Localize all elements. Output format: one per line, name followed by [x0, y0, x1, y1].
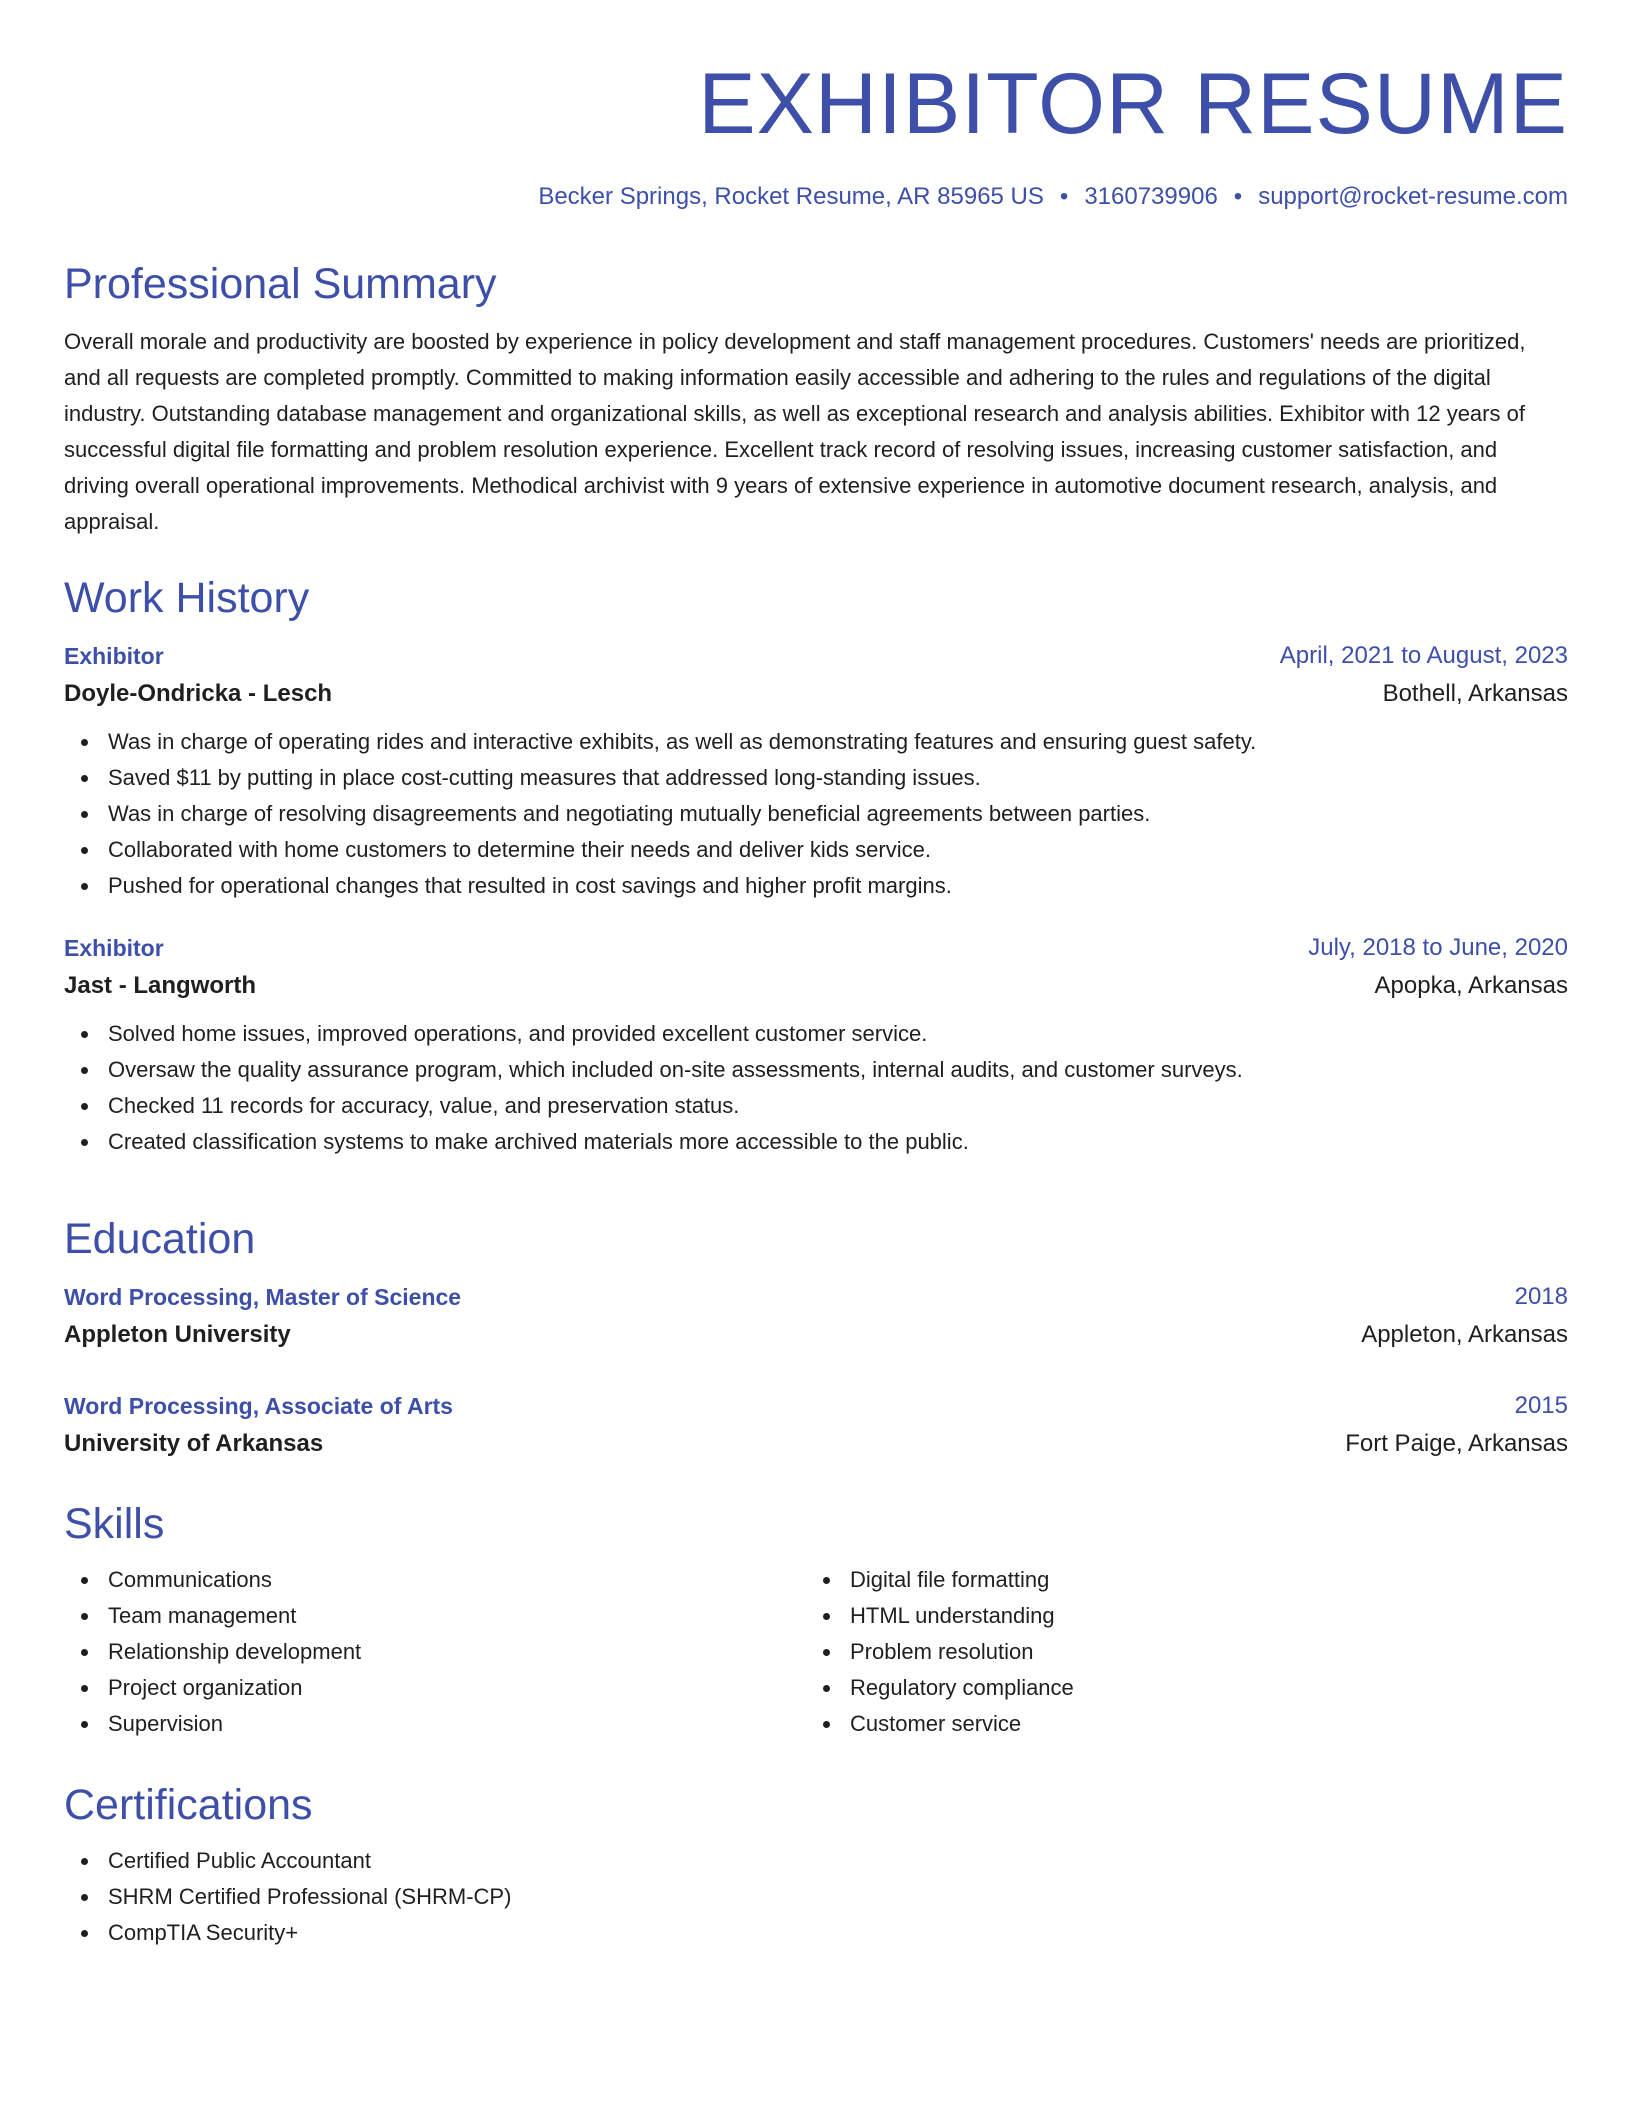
job-entry [64, 638, 1568, 904]
education-entry [64, 1279, 1568, 1355]
list-item: Was in charge of operating rides and interactive exhibits, as well as demonstrating features and ensuring guest safety. [108, 724, 1568, 760]
education-heading: Education [64, 1215, 256, 1263]
list-item: Was in charge of resolving disagreements and negotiating mutually beneficial agreements between parties. [108, 796, 1568, 832]
list-item: Customer service [850, 1706, 1074, 1742]
summary-text: Overall morale and productivity are boosted by experience in policy development and staff management procedures. Customers' needs are prioritized, and all requests are completed promptly. Committed to making information easily accessible and adhering to the rules and regulations of the digital industry. Outstanding database management and organizational skills, as well as exceptional research and analysis abilities. Exhibitor with 12 years of successful digital file formatting and problem resolution experience. Excellent track record of resolving issues, increasing customer satisfaction, and driving overall operational improvements. Methodical archivist with 9 years of extensive experience in automotive document research, analysis, and appraisal. [64, 329, 1526, 534]
contact-separator: • [1059, 183, 1069, 210]
skills-section [64, 1498, 1568, 1752]
degree-year: 2015 [1514, 1392, 1568, 1419]
skills-column-right [806, 1562, 1074, 1742]
contact-separator: • [1233, 183, 1243, 210]
education-entry [64, 1388, 1568, 1464]
list-item: Created classification systems to make archived materials more accessible to the public. [108, 1124, 1568, 1160]
school-name: Appleton University [64, 1321, 291, 1348]
job-title: Exhibitor [64, 643, 164, 669]
job-location: Apopka, Arkansas [1374, 972, 1568, 999]
job-location: Bothell, Arkansas [1382, 680, 1568, 707]
list-item: SHRM Certified Professional (SHRM-CP) [108, 1879, 1568, 1915]
list-item: Communications [108, 1562, 361, 1598]
list-item: HTML understanding [850, 1598, 1074, 1634]
degree-title: Word Processing, Master of Science [64, 1284, 462, 1310]
school-location: Fort Paige, Arkansas [1345, 1430, 1568, 1457]
skills-columns [64, 1562, 1568, 1752]
list-item: Oversaw the quality assurance program, which included on-site assessments, internal audits, and customer surveys. [108, 1052, 1568, 1088]
job-entry [64, 930, 1568, 1160]
certifications-list [64, 1843, 1568, 1951]
list-item: Solved home issues, improved operations, and provided excellent customer service. [108, 1016, 1568, 1052]
job-dates: April, 2021 to August, 2023 [1279, 642, 1568, 669]
work-history-section [64, 572, 1568, 1160]
list-item: Regulatory compliance [850, 1670, 1074, 1706]
skills-column-left [64, 1562, 361, 1742]
job-bullets [64, 724, 1568, 904]
contact-line [538, 182, 1568, 212]
degree-year: 2018 [1514, 1283, 1568, 1310]
certifications-section [64, 1779, 1568, 1951]
summary-heading: Professional Summary [64, 260, 497, 308]
summary-section [64, 258, 1568, 540]
skills-list [806, 1562, 1074, 1742]
job-company: Doyle-Ondricka - Lesch [64, 680, 333, 707]
list-item: Saved $11 by putting in place cost-cutting measures that addressed long-standing issues. [108, 760, 1568, 796]
job-title: Exhibitor [64, 935, 164, 961]
contact-phone[interactable]: 3160739906 [1084, 183, 1218, 210]
list-item: Relationship development [108, 1634, 361, 1670]
list-item: Problem resolution [850, 1634, 1074, 1670]
job-bullets [64, 1016, 1568, 1160]
degree-title: Word Processing, Associate of Arts [64, 1393, 453, 1419]
list-item: Team management [108, 1598, 361, 1634]
list-item: CompTIA Security+ [108, 1915, 1568, 1951]
contact-email[interactable]: support@rocket-resume.com [1258, 183, 1568, 210]
work-history-heading: Work History [64, 574, 310, 622]
list-item: Project organization [108, 1670, 361, 1706]
list-item: Supervision [108, 1706, 361, 1742]
school-name: University of Arkansas [64, 1430, 324, 1457]
list-item: Digital file formatting [850, 1562, 1074, 1598]
list-item: Collaborated with home customers to determine their needs and deliver kids service. [108, 832, 1568, 868]
list-item: Checked 11 records for accuracy, value, and preservation status. [108, 1088, 1568, 1124]
certifications-heading: Certifications [64, 1781, 313, 1829]
job-company: Jast - Langworth [64, 972, 257, 999]
skills-list [64, 1562, 361, 1742]
list-item: Certified Public Accountant [108, 1843, 1568, 1879]
education-section [64, 1213, 1568, 1464]
contact-address: Becker Springs, Rocket Resume, AR 85965 US [538, 183, 1044, 210]
job-dates: July, 2018 to June, 2020 [1308, 934, 1568, 961]
skills-heading: Skills [64, 1500, 165, 1548]
list-item: Pushed for operational changes that resulted in cost savings and higher profit margins. [108, 868, 1568, 904]
school-location: Appleton, Arkansas [1361, 1321, 1568, 1348]
resume-title: EXHIBITOR RESUME [698, 56, 1568, 152]
